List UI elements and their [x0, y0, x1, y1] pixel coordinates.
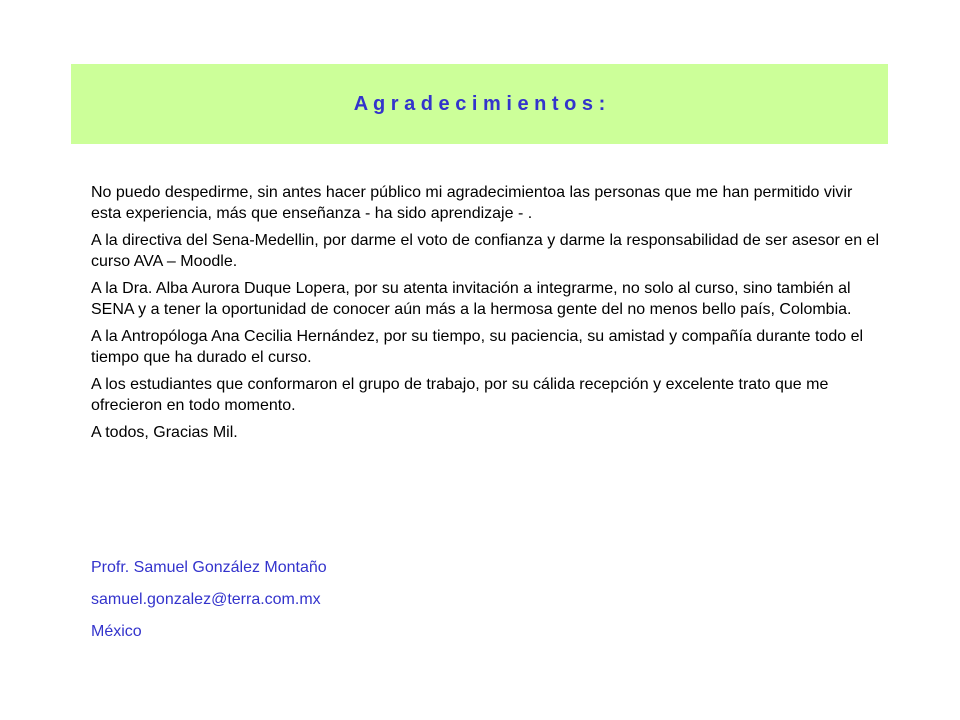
paragraph: No puedo despedirme, sin antes hacer público mi agradecimientoa las personas que me han permitido vivir esta experiencia, más que enseñanza - ha sido aprendizaje - . [91, 184, 853, 222]
title-banner [71, 64, 888, 144]
paragraph: A la Antropóloga Ana Cecilia Hernández, por su tiempo, su paciencia, su amistad y compañía durante todo el tiempo que ha durado el curso. [91, 328, 864, 366]
signature-email: samuel.gonzalez@terra.com.mx [91, 591, 321, 608]
paragraph: A la Dra. Alba Aurora Duque Lopera, por su atenta invitación a integrarme, no solo al curso, sino también al SENA y a tener la oportunidad de conocer aún más a la hermosa gente del no menos bello país, Colombia. [91, 280, 852, 318]
signature-country: México [91, 623, 142, 640]
acknowledgements-body [91, 182, 881, 449]
signature-block [91, 552, 691, 648]
paragraph: A los estudiantes que conformaron el grupo de trabajo, por su cálida recepción y excelente trato que me ofrecieron en todo momento. [91, 376, 829, 414]
page-title: A g r a d e c i m i e n t o s : [353, 92, 606, 115]
signature-name: Profr. Samuel González Montaño [91, 559, 327, 576]
paragraph: A la directiva del Sena-Medellin, por darme el voto de confianza y darme la responsabilidad de ser asesor en el curso AVA – Moodle. [91, 232, 879, 270]
paragraph: A todos, Gracias Mil. [91, 424, 238, 441]
